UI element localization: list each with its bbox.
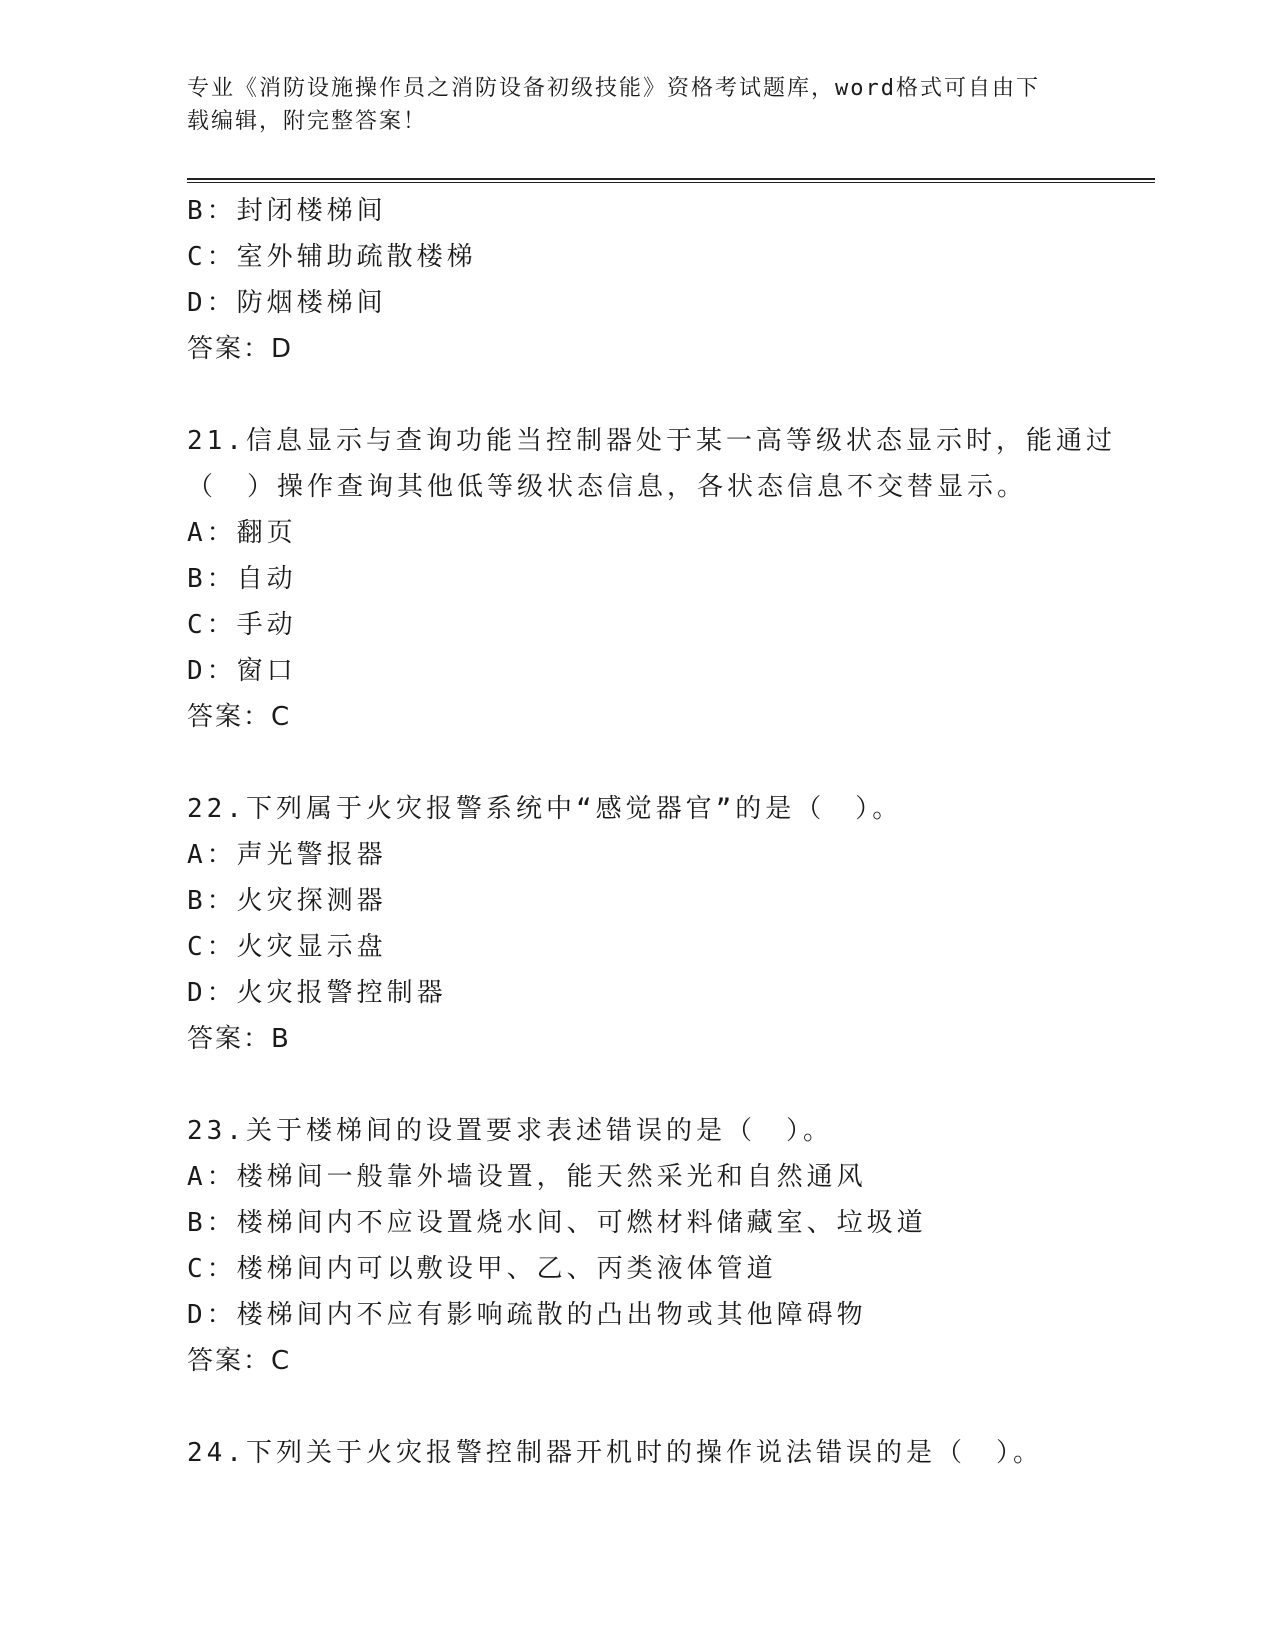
option-c: C：手动 bbox=[187, 610, 297, 640]
header-divider-thick bbox=[187, 178, 1155, 180]
option-d: D：火灾报警控制器 bbox=[187, 978, 447, 1008]
header-line-2: 载编辑，附完整答案！ bbox=[187, 109, 428, 134]
question-21 bbox=[187, 418, 1116, 740]
spacer bbox=[187, 740, 1087, 786]
option-a: A：楼梯间一般靠外墙设置，能天然采光和自然通风 bbox=[187, 1162, 867, 1192]
question-stem-line-1: 22.下列属于火灾报警系统中“感觉器官”的是（ ）。 bbox=[187, 794, 903, 824]
header-divider-thin bbox=[187, 182, 1155, 183]
question-stem-line-1: 21.信息显示与查询功能当控制器处于某一高等级状态显示时，能通过 bbox=[187, 426, 1116, 456]
option-a: A：声光警报器 bbox=[187, 840, 387, 870]
spacer bbox=[187, 1062, 1087, 1108]
option-b: B：封闭楼梯间 bbox=[187, 196, 387, 226]
question-24 bbox=[187, 1430, 1087, 1476]
answer-line: 答案：C bbox=[187, 702, 292, 732]
question-body bbox=[187, 188, 1116, 1476]
answer-line: 答案：C bbox=[187, 1346, 292, 1376]
option-b: B：自动 bbox=[187, 564, 297, 594]
header-line-1: 专业《消防设施操作员之消防设备初级技能》资格考试题库，word格式可自由下 bbox=[187, 76, 1040, 101]
option-a: A：翻页 bbox=[187, 518, 297, 548]
option-d: D：楼梯间内不应有影响疏散的凸出物或其他障碍物 bbox=[187, 1300, 867, 1330]
question-stem-line-2: （ ）操作查询其他低等级状态信息，各状态信息不交替显示。 bbox=[187, 472, 1028, 502]
question-stem-line-1: 23.关于楼梯间的设置要求表述错误的是（ ）。 bbox=[187, 1116, 833, 1146]
option-c: C：室外辅助疏散楼梯 bbox=[187, 242, 477, 272]
question-22 bbox=[187, 786, 1087, 1062]
previous-question-block bbox=[187, 188, 1087, 372]
spacer bbox=[187, 1384, 1087, 1430]
spacer bbox=[187, 372, 1087, 418]
option-d: D：防烟楼梯间 bbox=[187, 288, 387, 318]
option-b: B：楼梯间内不应设置烧水间、可燃材料储藏室、垃圾道 bbox=[187, 1208, 927, 1238]
document-header bbox=[187, 72, 1087, 138]
answer-line: 答案：B bbox=[187, 1024, 291, 1054]
question-23 bbox=[187, 1108, 1087, 1384]
option-c: C：楼梯间内可以敷设甲、乙、丙类液体管道 bbox=[187, 1254, 777, 1284]
answer-line: 答案：D bbox=[187, 334, 294, 364]
question-stem-line-1: 24.下列关于火灾报警控制器开机时的操作说法错误的是（ ）。 bbox=[187, 1438, 1043, 1468]
option-b: B：火灾探测器 bbox=[187, 886, 387, 916]
option-d: D：窗口 bbox=[187, 656, 297, 686]
option-c: C：火灾显示盘 bbox=[187, 932, 387, 962]
